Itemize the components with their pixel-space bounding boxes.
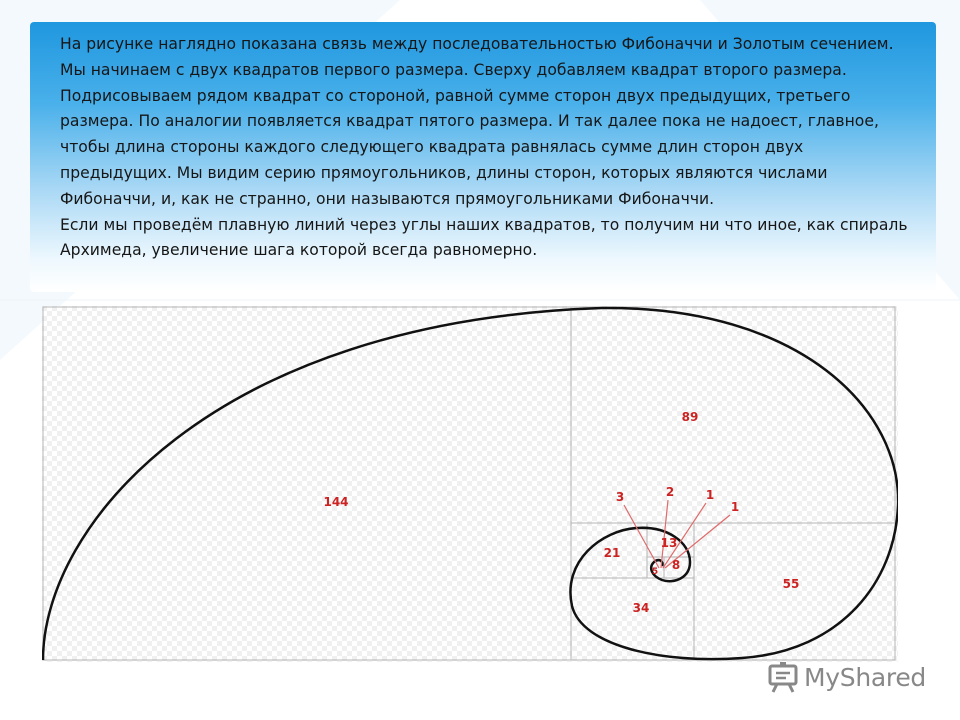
label-21: 21 [603,546,621,560]
pointer-label-1a: 1 [705,488,715,502]
label-5: 5 [651,567,659,577]
checker-background [42,306,898,662]
description-text [60,32,910,264]
label-8: 8 [671,558,681,572]
presentation-board-icon [768,661,798,693]
pointer-label-3: 3 [615,490,625,504]
label-13: 13 [660,536,678,550]
fibonacci-spiral-diagram [42,306,898,662]
watermark-text: MyShared [804,662,926,692]
pointer-label-1b: 1 [730,500,740,514]
label-34: 34 [632,601,650,615]
label-55: 55 [782,577,800,591]
myshared-watermark [768,660,926,694]
label-89: 89 [681,410,699,424]
label-144: 144 [323,495,349,509]
pointer-label-2: 2 [665,485,675,499]
paragraph-fibonacci: На рисунке наглядно показана связь между последовательностью Фибоначчи и Золотым сечением. Мы начинаем с двух квадратов первого размера. Сверху добавляем квадрат второго размера. Подрисовываем рядом квадрат со стороной, равной сумме сторон двух предыдущих, третьего размера. По аналогии появляется квадрат пятого размера. И так далее пока не надоест, главное, чтобы длина стороны каждого следующего квадрата равнялась сумме длин сторон двух предыдущих. Мы видим серию прямоугольников, длины сторон, которых являются числами Фибоначчи, и, как не странно, они называются прямоугольниками Фибоначчи. [60,35,894,208]
paragraph-spiral: Если мы проведём плавную линий через углы наших квадратов, то получим ни что иное, как спираль Архимеда, увеличение шага которой всегда равномерно. [60,215,908,260]
